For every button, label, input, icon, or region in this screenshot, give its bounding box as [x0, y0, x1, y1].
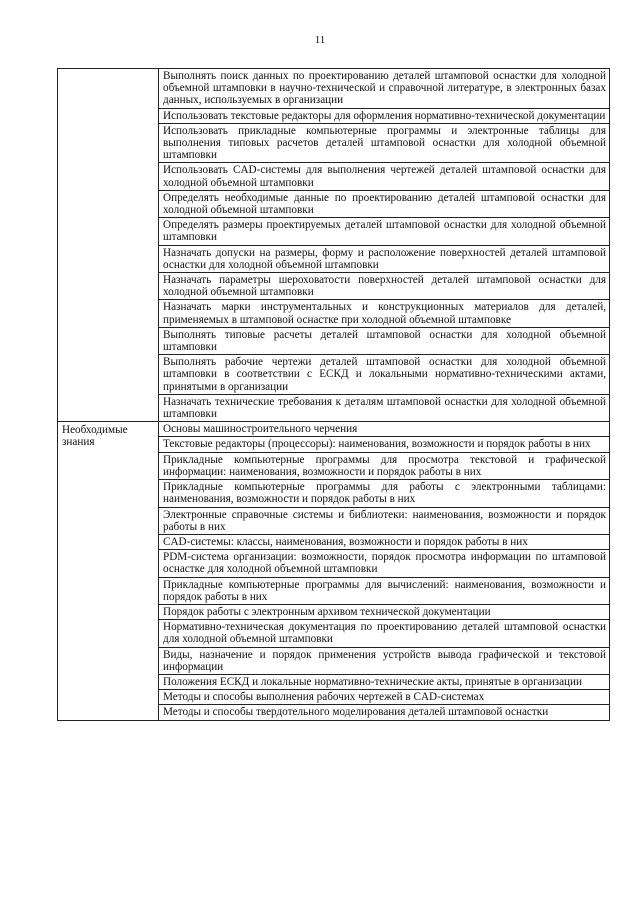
page-number: 11 [314, 34, 326, 46]
requirements-table-body [58, 69, 610, 721]
knowledge-section-label: Необходимые знания [58, 422, 159, 720]
knowledge-item: Прикладные компьютерные программы для вычислений: наименования, возможности и порядок работы в них [159, 577, 610, 604]
skills-item: Назначать технические требования к деталям штамповой оснастки для холодной объемной штамповки [159, 394, 610, 421]
knowledge-item: Прикладные компьютерные программы для работы с электронными таблицами: наименования, возможности и порядок работы в них [159, 480, 610, 507]
skills-row [58, 69, 610, 109]
knowledge-item: Положения ЕСКД и локальные нормативно-технические акты, принятые в организации [159, 674, 610, 689]
knowledge-item: Порядок работы с электронным архивом технической документации [159, 604, 610, 619]
skills-item: Определять размеры проектируемых деталей штамповой оснастки для холодной объемной штамповки [159, 218, 610, 245]
skills-item: Выполнять поиск данных по проектированию деталей штамповой оснастки для холодной объемной штамповки в научно-технической и справочной литературе, в электронных базах данных, используемых в организации [159, 69, 610, 109]
skills-item: Назначать допуски на размеры, форму и расположение поверхностей деталей штамповой оснастки для холодной объемной штамповки [159, 245, 610, 272]
requirements-table [57, 68, 610, 721]
knowledge-item: CAD-системы: классы, наименования, возможности и порядок работы в них [159, 534, 610, 549]
knowledge-item: Текстовые редакторы (процессоры): наименования, возможности и порядок работы в них [159, 437, 610, 452]
knowledge-row [58, 422, 610, 437]
skills-item: Определять необходимые данные по проектированию деталей штамповой оснастки для холодной объемной штамповки [159, 190, 610, 217]
knowledge-item: Электронные справочные системы и библиотеки: наименования, возможности и порядок работы в них [159, 507, 610, 534]
knowledge-item: Виды, назначение и порядок применения устройств вывода графической и текстовой информации [159, 647, 610, 674]
skills-item: Выполнять рабочие чертежи деталей штамповой оснастки для холодной объемной штамповки в соответствии с ЕСКД и локальными нормативно-техническими актами, принятыми в организации [159, 355, 610, 395]
skills-item: Назначать марки инструментальных и конструкционных материалов для деталей, применяемых в штамповой оснастке при холодной объемной штамповке [159, 300, 610, 327]
skills-item: Использовать текстовые редакторы для оформления нормативно-технической документации [159, 108, 610, 123]
knowledge-item: Нормативно-техническая документация по проектированию деталей штамповой оснастки для холодной объемной штамповки [159, 620, 610, 647]
skills-item: Назначать параметры шероховатости поверхностей деталей штамповой оснастки для холодной объемной штамповки [159, 273, 610, 300]
skills-item: Выполнять типовые расчеты деталей штамповой оснастки для холодной объемной штамповки [159, 327, 610, 354]
knowledge-item: Методы и способы выполнения рабочих чертежей в CAD-системах [159, 690, 610, 705]
skills-section-label [58, 69, 159, 422]
knowledge-item: PDM-система организации: возможности, порядок просмотра информации по штамповой оснастке для холодной объемной штамповки [159, 550, 610, 577]
skills-item: Использовать прикладные компьютерные программы и электронные таблицы для выполнения типовых расчетов деталей штамповой оснастки для холодной объемной штамповки [159, 123, 610, 163]
knowledge-item: Прикладные компьютерные программы для просмотра текстовой и графической информации: наименования, возможности и порядок работы в них [159, 452, 610, 479]
knowledge-item: Основы машиностроительного черчения [159, 422, 610, 437]
knowledge-item: Методы и способы твердотельного моделирования деталей штамповой оснастки [159, 705, 610, 720]
skills-item: Использовать CAD-системы для выполнения чертежей деталей штамповой оснастки для холодной объемной штамповки [159, 163, 610, 190]
